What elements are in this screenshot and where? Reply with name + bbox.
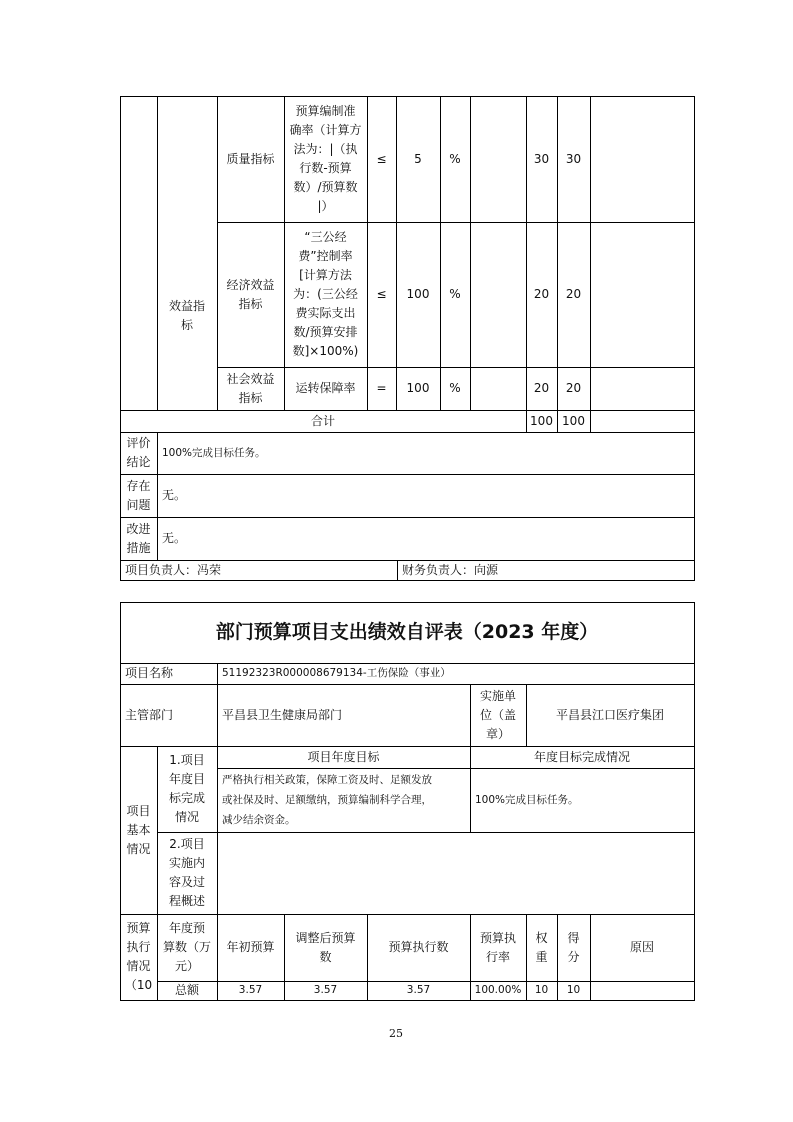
problems-text: 无。: [162, 488, 187, 502]
project-name: 51192323R000008679134-工伤保险（事业）: [222, 667, 451, 679]
total-row-weight: 10: [534, 984, 549, 996]
improvements-text: 无。: [162, 531, 187, 545]
annual-goal-text: 严格执行相关政策，保障工资及时、足额发放 或社保及时、足额缴纳，预算编制科学合理， 减少结余资金。: [222, 774, 432, 826]
project-lead: 项目负责人：冯荣: [125, 562, 222, 577]
header-exec-rate: 预算执 行率: [479, 930, 516, 964]
page-number: 25: [389, 1026, 403, 1040]
social-unit: %: [449, 381, 461, 395]
conclusion-text: 100%完成目标任务。: [162, 446, 266, 459]
quality-unit: %: [449, 151, 461, 166]
annual-goal-header: 项目年度目标: [307, 749, 380, 764]
header-weight: 权 重: [535, 930, 548, 964]
total-weight: 100: [530, 413, 553, 428]
project-name-label: 项目名称: [125, 666, 174, 680]
total-row-label: 总额: [174, 983, 199, 997]
total-row-adjusted: 3.57: [313, 984, 338, 996]
economic-indicator-text: “三公经 费”控制率 [计算方法 为：(三公经 费实际支出 数/预算安排 数]×100%): [292, 230, 359, 358]
quality-indicator-label: 质量指标: [226, 151, 275, 166]
impl-unit-label: 实施单 位（盖 章）: [479, 688, 516, 741]
improvements-label: 改进 措施: [126, 521, 151, 555]
budget-exec-label: 预算 执行 情况 （10: [124, 921, 153, 992]
quality-value: 5: [414, 151, 422, 166]
quality-indicator-text: 预算编制准 确率（计算方 法为：|（执 行数-预算 数）/预算数 |）: [289, 104, 362, 213]
completion-header: 年度目标完成情况: [533, 749, 630, 764]
total-row-rate: 100.00%: [474, 984, 522, 996]
social-value: 100: [406, 381, 430, 395]
total-label: 合计: [310, 413, 335, 428]
header-score: 得 分: [567, 930, 580, 964]
social-indicator-label: 社会效益 指标: [226, 371, 275, 405]
economic-indicator-label: 经济效益 指标: [226, 277, 275, 311]
header-adjusted-budget: 调整后预算 数: [295, 930, 356, 964]
header-executed: 预算执行数: [388, 940, 449, 954]
basic-info-label: 项目 基本 情况: [126, 803, 151, 856]
economic-operator: ≤: [376, 287, 387, 301]
social-indicator-text: 运转保障率: [295, 381, 356, 395]
dept-label: 主管部门: [125, 707, 174, 722]
total-row-executed: 3.57: [406, 984, 431, 996]
economic-unit: %: [449, 287, 461, 301]
benefit-indicator-label: 效益指 标: [168, 299, 205, 332]
total-row-reason: [590, 981, 694, 1000]
economic-weight: 20: [533, 287, 550, 301]
header-reason: 原因: [629, 940, 654, 954]
economic-value: 100: [406, 287, 430, 301]
quality-weight: 30: [533, 151, 550, 166]
problems-label: 存在 问题: [126, 478, 151, 512]
total-score: 100: [562, 413, 585, 428]
quality-operator: ≤: [376, 151, 387, 166]
finance-lead: 财务负责人：向源: [402, 562, 499, 577]
annual-goal-label: 1.项目 年度目 标完成 情况: [168, 753, 205, 824]
header-initial-budget: 年初预算: [226, 940, 275, 954]
social-operator: =: [376, 381, 387, 395]
impl-content-label: 2.项目 实施内 容及过 程概述: [168, 837, 205, 908]
economic-score: 20: [565, 287, 582, 301]
social-weight: 20: [533, 381, 550, 395]
social-score: 20: [565, 381, 582, 395]
budget-unit-label: 年度预 算数（万 元）: [162, 921, 211, 973]
dept-value: 平昌县卫生健康局部门: [222, 707, 343, 722]
total-row-initial: 3.57: [238, 984, 263, 996]
completion-text: 100%完成目标任务。: [475, 793, 579, 806]
page-title: 部门预算项目支出绩效自评表（2023 年度）: [215, 621, 599, 643]
impl-unit-value: 平昌县江口医疗集团: [555, 707, 664, 722]
quality-score: 30: [565, 151, 582, 166]
conclusion-label: 评价 结论: [126, 436, 151, 469]
total-row-score: 10: [566, 984, 581, 996]
